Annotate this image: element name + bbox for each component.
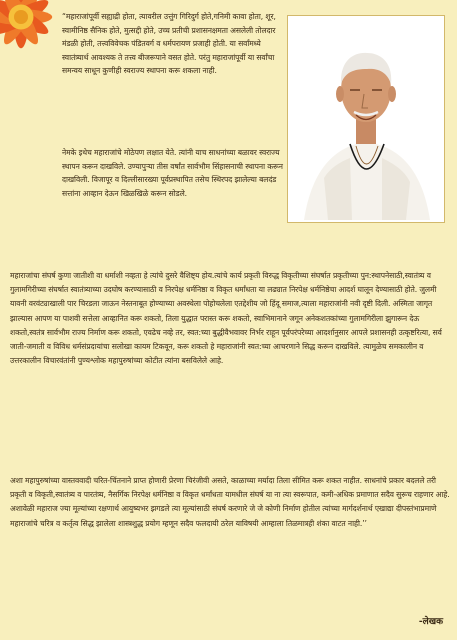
- author-portrait-image: [290, 18, 442, 220]
- author-signature: -लेखक: [418, 617, 443, 627]
- author-photo: [287, 15, 445, 223]
- body-paragraph: महाराजांचा संघर्ष कुणा जातीशी वा धर्माशी नव्हता हे त्यांचे दुसरे वैशिष्ट्य होय.त्यांचे कार्य प्रकृती विरुद्ध विकृतीच्या संघर्षात प्रकृतीच्या पुन:स्थापनेसाठी,स्वातंत्र्य व गुलामगिरीच्या संघर्षात स्वातंत्र्याच्या उदघोष करण्यासाठी व निरपेक्ष धर्मनिष्ठा व विकृत धर्मांधता या लढ्यात निरपेक्ष धर्मनिष्ठेचा आदर्श घालून देण्यासाठी होते. जुलमी यावनी वरवंट्याखाली पार चिरडला जाऊन नेस्तनाबूत होण्याच्या अवस्थेला पोहोचलेला एतद्देशीय जो हिंदू समाज,त्याला महाराजांनी नवी दृष्टी दिली. अस्मिता जागृत झाल्यास आपण या पाशवी सत्तेला आव्हानित करू शकतो, तिला युद्धात परास्त करू शकतो, स्वाभिमानाने जगून अनेकशतकांच्या गुलामगिरीला झुगारून देऊ शकतो,स्वतंत्र सार्वभौम राज्य निर्माण करू शकतो, एवढेच नव्हे तर, स्वत:च्या बुद्धीवैभवावर निर्भर राहून पूर्वपरंपरेच्या आदर्शानुसार आपले प्रशासनही उत्कृष्टरित्या, सर्व जाती-जमाती व विविध धर्मसंप्रदायांचा सलोखा कायम टिकवून, करू शकतो हे महाराजांनी स्वत:च्या आचरणाने सिद्ध करून दाखविले. त्यामुळेच समकालीन व उत्तरकालीन विचारवंतांनी पुण्यश्लोक महापुरुषांच्या कोटीत त्यांना बसविलेले आहे.: [10, 271, 442, 366]
- body-paragraph: अशा महापुरुषांच्या वास्तववादी चरित-चिंतनाने प्राप्त होणारी प्रेरणा चिरंजीवी असते, काळाच्या मर्यादा तिला सीमित करू शकत नाहीत. साधनांचे प्रकार बदलले तरी प्रकृती व विकृती,स्वातंत्र्य व पारतंत्र्य, नैसर्गिक निरपेक्ष धर्मनिष्ठा व विकृत धर्मांधता यामधील संघर्ष या ना त्या स्वरूपात, कमी-अधिक प्रमाणात सदैव सुरूच राहणार आहे. अशावेळी महाराज ज्या मूल्यांच्या रक्षणार्थ आयुष्यभर झगडले त्या मूल्यांसाठी संघर्ष करणारे जे जे कोणी निर्माण होतील त्यांच्या मार्गदर्शनार्थ एखाद्या दीपस्तंभाप्रमाणे महाराजांचे चरित्र व कर्तृत्व सिद्ध झालेला शास्त्रशुद्ध प्रयोग म्हणून सदैव फलदायी ठरेल याविषयी आम्हाला तिळमात्रही शंका वाटत नाही.’’: [10, 476, 450, 528]
- quote-continuation-text: नेमके इथेच महाराजांचे मोठेपण लक्षात येते. त्यांनी याच साधनांच्या बळावर स्वराज्य स्थापन करून दाखविले. उण्यापुऱ्या तीस वर्षांत सार्वभौम सिंहासनाची स्थापना करून दाखविली. विजापूर व दिल्लीसारख्या पूर्वप्रस्थापित तसेच स्थिरपद झालेल्या बलदंड सत्तांना आव्हान देऊन खिळखिळे करून सोडले.: [62, 148, 283, 198]
- opening-quote-text: “महाराजांपूर्वी सह्याद्री होता, त्यावरील उत्तुंग गिरिदुर्ग होते,गनिमी कावा होता, शूर, स्वामीनिष्ठ सैनिक होते, मुत्सद्दी होते, उच्च प्रतीची प्रशासनक्षमता असलेली तोलदार मंडळी होती, तत्त्वविवेचक पंडितवर्ग व धर्मपरायण प्रजाही होती. या सर्वांमध्ये स्वातंत्र्यार्थ आवश्यक ते तत्त्व बीजरूपाने वसत होते. परंतु महाराजांपूर्वी या सर्वांचा समन्वय साधून कुणीही स्वराज्य स्थापना करू शकला नाही.: [62, 12, 276, 76]
- flower-ornament-icon: [0, 0, 60, 56]
